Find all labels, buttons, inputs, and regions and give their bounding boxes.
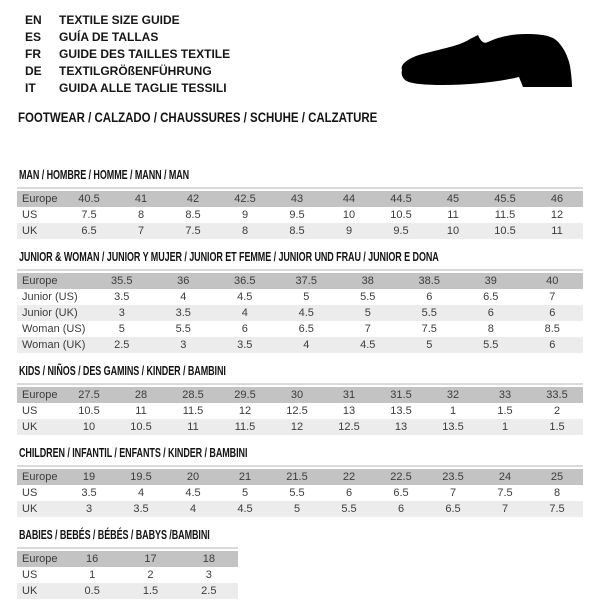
- size-cell: 37.5: [276, 273, 338, 289]
- language-row: [25, 80, 230, 97]
- row-label: UK: [17, 223, 63, 239]
- size-cell: 3.5: [115, 501, 167, 517]
- table-row: [17, 223, 583, 239]
- size-cell: 11: [167, 419, 219, 435]
- size-cell: 6: [460, 305, 522, 321]
- row-label: Junior (UK): [17, 305, 91, 321]
- size-cell: 1.5: [531, 419, 583, 435]
- size-cell: 10: [427, 223, 479, 239]
- size-cell: 43: [271, 191, 323, 207]
- size-cell: 45.5: [479, 191, 531, 207]
- size-cell: 9: [323, 223, 375, 239]
- size-cell: 5: [271, 501, 323, 517]
- size-cell: 6.5: [427, 501, 479, 517]
- size-cell: 6.5: [483, 291, 499, 303]
- size-table: [17, 387, 583, 435]
- size-cell: 39: [460, 273, 522, 289]
- size-cell: 4: [137, 487, 145, 499]
- language-label: TEXTILGRÖßENFÜHRUNG: [59, 64, 212, 78]
- table-row: [17, 419, 583, 435]
- size-cell: 38.5: [399, 273, 461, 289]
- size-table-section: [17, 364, 600, 435]
- size-cell: 28.5: [167, 387, 219, 403]
- size-cell: 6: [345, 487, 353, 499]
- size-cell: 9: [241, 209, 249, 221]
- size-cell: 28: [115, 387, 167, 403]
- size-cell: 6.5: [63, 223, 115, 239]
- size-cell: 12: [238, 405, 252, 417]
- size-cell: 24: [479, 469, 531, 485]
- table-row: [17, 191, 583, 207]
- size-cell: 1: [89, 569, 96, 581]
- size-cell: 32: [427, 387, 479, 403]
- language-row: [25, 46, 230, 63]
- size-cell: 19: [63, 469, 115, 485]
- size-cell: 3.5: [153, 305, 215, 321]
- size-cell: 2: [553, 405, 561, 417]
- size-cell: 6.5: [393, 487, 409, 499]
- row-label: US: [22, 405, 38, 417]
- table-title: JUNIOR & WOMAN / JUNIOR Y MUJER / JUNIOR ET FEMME / JUNIOR UND FRAU / JUNIOR E DONA: [19, 250, 439, 264]
- size-cell: 0.5: [63, 583, 121, 599]
- size-cell: 31: [323, 387, 375, 403]
- size-cell: 7: [479, 501, 531, 517]
- size-cell: 11: [531, 223, 583, 239]
- size-cell: 5.5: [289, 487, 305, 499]
- size-cell: 23.5: [427, 469, 479, 485]
- size-cell: 10: [63, 419, 115, 435]
- size-cell: 4: [276, 337, 338, 353]
- size-cell: 5: [241, 487, 249, 499]
- language-code: IT: [25, 81, 36, 95]
- size-cell: 13.5: [427, 419, 479, 435]
- size-cell: 40: [522, 273, 584, 289]
- size-cell: 41: [115, 191, 167, 207]
- language-code: EN: [25, 13, 42, 27]
- size-cell: 1.5: [121, 583, 179, 599]
- size-cell: 6: [375, 501, 427, 517]
- size-cell: 45: [427, 191, 479, 207]
- size-cell: 9.5: [375, 223, 427, 239]
- table-row: [17, 583, 238, 599]
- table-row: [17, 321, 583, 337]
- table-row: [17, 289, 583, 305]
- size-cell: 20: [167, 469, 219, 485]
- row-label: Junior (US): [22, 291, 78, 303]
- language-list: [25, 12, 230, 97]
- table-rule-wrap: [17, 187, 583, 239]
- size-cell: 7.5: [421, 323, 437, 335]
- size-table: [17, 469, 583, 517]
- language-row: [25, 63, 230, 80]
- row-label: US: [22, 487, 38, 499]
- size-cell: 22.5: [375, 469, 427, 485]
- size-cell: 5: [118, 323, 125, 335]
- size-cell: 3.5: [81, 487, 97, 499]
- table-row: [17, 305, 583, 321]
- size-cell: 10.5: [78, 405, 100, 417]
- size-cell: 3.5: [114, 291, 130, 303]
- table-row: [17, 337, 583, 353]
- size-cell: 25: [531, 469, 583, 485]
- size-cell: 7.5: [531, 501, 583, 517]
- size-table-section: [17, 168, 600, 239]
- size-cell: 7.5: [81, 209, 97, 221]
- size-cell: 42.5: [219, 191, 271, 207]
- size-cell: 7: [549, 291, 556, 303]
- size-cell: 5: [303, 291, 310, 303]
- size-cell: 8: [219, 223, 271, 239]
- size-tables: [17, 168, 600, 600]
- size-cell: 44: [323, 191, 375, 207]
- size-cell: 42: [167, 191, 219, 207]
- size-cell: 6: [522, 305, 584, 321]
- size-cell: 12: [550, 209, 564, 221]
- size-cell: 3: [91, 305, 153, 321]
- table-row: [17, 403, 583, 419]
- size-cell: 21: [219, 469, 271, 485]
- row-label: US: [22, 209, 38, 221]
- size-cell: 5: [399, 337, 461, 353]
- size-cell: 16: [63, 551, 121, 567]
- dress-shoe-icon: [398, 34, 574, 90]
- size-cell: 10.5: [115, 419, 167, 435]
- size-cell: 36: [153, 273, 215, 289]
- size-cell: 13.5: [390, 405, 412, 417]
- language-code: FR: [25, 47, 41, 61]
- size-cell: 8.5: [544, 323, 560, 335]
- row-label: Europe: [17, 191, 63, 207]
- table-rule-wrap: [17, 465, 583, 517]
- table-title: KIDS / NIÑOS / DES GAMINS / KINDER / BAMBINI: [19, 364, 226, 378]
- size-cell: 4.5: [337, 337, 399, 353]
- size-cell: 7.5: [167, 223, 219, 239]
- size-cell: 6: [241, 323, 248, 335]
- size-cell: 6.5: [298, 323, 314, 335]
- size-cell: 1: [449, 405, 457, 417]
- table-title: BABIES / BEBÉS / BÉBÉS / BABYS /BAMBINI: [19, 528, 210, 542]
- size-cell: 11: [447, 209, 459, 221]
- row-label: US: [22, 569, 38, 581]
- size-cell: 10.5: [479, 223, 531, 239]
- size-cell: 27.5: [63, 387, 115, 403]
- size-cell: 12.5: [323, 419, 375, 435]
- size-cell: 4: [214, 305, 276, 321]
- size-cell: 6: [522, 337, 584, 353]
- size-cell: 13: [375, 419, 427, 435]
- language-row: [25, 29, 230, 46]
- table-row: [17, 273, 583, 289]
- size-cell: 8: [553, 487, 561, 499]
- row-label: Europe: [17, 551, 63, 567]
- size-cell: 40.5: [63, 191, 115, 207]
- size-cell: 8.5: [271, 223, 323, 239]
- size-cell: 4: [167, 501, 219, 517]
- size-cell: 7: [364, 323, 371, 335]
- size-cell: 3: [63, 501, 115, 517]
- size-table: [17, 551, 238, 599]
- size-cell: 5.5: [399, 305, 461, 321]
- language-label: GUÍA DE TALLAS: [59, 30, 159, 44]
- size-cell: 30: [271, 387, 323, 403]
- size-cell: 33: [479, 387, 531, 403]
- size-cell: 38: [337, 273, 399, 289]
- dress-shoe-silhouette: [402, 34, 572, 87]
- size-cell: 1: [479, 419, 531, 435]
- table-rule-wrap: [17, 269, 583, 353]
- size-table-section: [17, 250, 600, 353]
- category-line: FOOTWEAR / CALZADO / CHAUSSURES / SCHUHE / CALZATURE: [18, 110, 378, 125]
- table-row: [17, 501, 583, 517]
- size-cell: 5: [337, 305, 399, 321]
- size-table: [17, 191, 583, 239]
- table-title: CHILDREN / INFANTIL / ENFANTS / KINDER / BAMBINI: [19, 446, 248, 460]
- size-cell: 4.5: [219, 501, 271, 517]
- size-cell: 5.5: [460, 337, 522, 353]
- size-cell: 21.5: [271, 469, 323, 485]
- size-cell: 10.5: [390, 209, 412, 221]
- size-cell: 2.5: [180, 583, 238, 599]
- size-cell: 35.5: [91, 273, 153, 289]
- size-cell: 44.5: [375, 191, 427, 207]
- size-cell: 29.5: [219, 387, 271, 403]
- size-cell: 22: [323, 469, 375, 485]
- size-cell: 8.5: [185, 209, 201, 221]
- size-cell: 4.5: [185, 487, 201, 499]
- size-cell: 5.5: [360, 291, 376, 303]
- size-cell: 9.5: [289, 209, 305, 221]
- language-label: GUIDE DES TAILLES TEXTILE: [59, 47, 231, 61]
- size-table: [17, 273, 583, 353]
- size-cell: 12: [271, 419, 323, 435]
- row-label: UK: [17, 501, 63, 517]
- row-label: Woman (US): [22, 323, 86, 335]
- size-cell: 33.5: [531, 387, 583, 403]
- size-cell: 46: [531, 191, 583, 207]
- size-cell: 4: [180, 291, 187, 303]
- size-cell: 3.5: [214, 337, 276, 353]
- language-label: TEXTILE SIZE GUIDE: [59, 13, 180, 27]
- size-table-section: [17, 528, 600, 599]
- size-cell: 4.5: [276, 305, 338, 321]
- size-cell: 6: [426, 291, 433, 303]
- size-cell: 18: [180, 551, 238, 567]
- size-cell: 7.5: [497, 487, 513, 499]
- row-label: Woman (UK): [17, 337, 91, 353]
- size-cell: 13: [342, 405, 356, 417]
- size-cell: 11.5: [494, 209, 516, 221]
- size-cell: 11: [135, 405, 147, 417]
- size-cell: 10: [342, 209, 356, 221]
- row-label: UK: [17, 419, 63, 435]
- size-cell: 19.5: [115, 469, 167, 485]
- language-label: GUIDA ALLE TAGLIE TESSILI: [59, 81, 227, 95]
- table-row: [17, 469, 583, 485]
- row-label: Europe: [17, 469, 63, 485]
- size-cell: 7: [449, 487, 457, 499]
- size-cell: 4.5: [237, 291, 253, 303]
- table-rule-wrap: [17, 547, 238, 599]
- table-row: [17, 485, 583, 501]
- row-label: Europe: [17, 387, 63, 403]
- size-cell: 31.5: [375, 387, 427, 403]
- language-code: ES: [25, 30, 42, 44]
- size-cell: 7: [115, 223, 167, 239]
- size-cell: 3: [153, 337, 215, 353]
- size-cell: 5.5: [175, 323, 191, 335]
- table-title: MAN / HOMBRE / HOMME / MANN / MAN: [19, 168, 190, 182]
- table-row: [17, 567, 238, 583]
- size-cell: 12.5: [286, 405, 308, 417]
- size-cell: 5.5: [323, 501, 375, 517]
- size-cell: 3: [205, 569, 212, 581]
- size-cell: 8: [137, 209, 145, 221]
- language-code: DE: [25, 64, 42, 78]
- size-table-section: [17, 446, 600, 517]
- table-rule-wrap: [17, 383, 583, 435]
- size-cell: 11.5: [219, 419, 271, 435]
- language-row: [25, 12, 230, 29]
- table-row: [17, 551, 238, 567]
- row-label: Europe: [17, 273, 91, 289]
- row-label: UK: [17, 583, 63, 599]
- size-cell: 11.5: [182, 405, 204, 417]
- table-row: [17, 207, 583, 223]
- size-cell: 1.5: [497, 405, 513, 417]
- size-cell: 17: [121, 551, 179, 567]
- size-cell: 2.5: [91, 337, 153, 353]
- size-cell: 36.5: [214, 273, 276, 289]
- table-row: [17, 387, 583, 403]
- size-cell: 2: [147, 569, 154, 581]
- size-cell: 8: [487, 323, 494, 335]
